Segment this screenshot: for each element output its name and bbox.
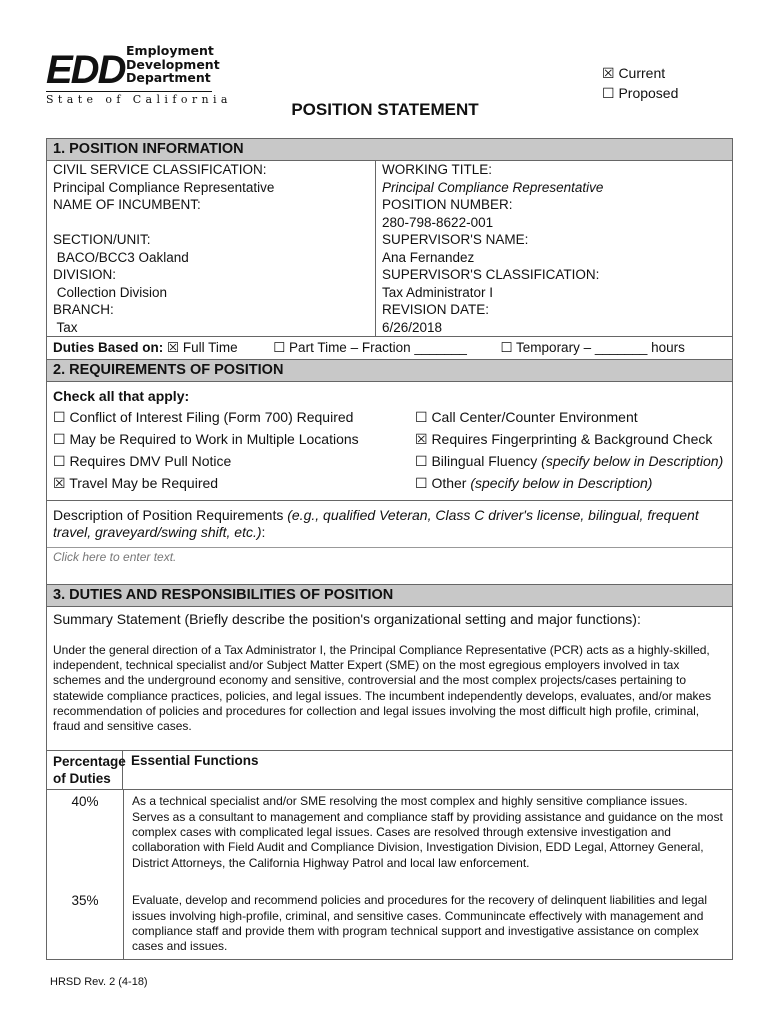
supervisor-label: SUPERVISOR'S NAME: <box>382 232 529 247</box>
supervisor-value[interactable]: Ana Fernandez <box>382 249 475 265</box>
position-form <box>46 138 733 960</box>
branch-value[interactable]: Tax <box>47 319 376 337</box>
status-checkboxes <box>602 63 678 103</box>
position-number-value[interactable]: 280-798-8622-001 <box>382 214 494 230</box>
section-value[interactable]: BACO/BCC3 Oakland <box>47 249 376 267</box>
function-text[interactable]: Evaluate, develop and recommend policies and procedures for the recovery of delinquent liabilities and legal issues involving high-profile, criminal, and sensitive cases. Communincate effectively with management and compliance staff and provide them with program technical support and investigative assistance on complex cases and issues. <box>132 893 708 954</box>
incumbent-label: NAME OF INCUMBENT: <box>47 196 376 214</box>
functions-header <box>47 751 732 790</box>
form-revision-footer: HRSD Rev. 2 (4-18) <box>50 976 148 988</box>
call-center-checkbox[interactable]: ☐ Call Center/Counter Environment <box>415 409 638 425</box>
essential-functions-header: Essential Functions <box>131 753 259 769</box>
bilingual-checkbox[interactable]: ☐ Bilingual Fluency <box>415 453 538 469</box>
section-3-heading: 3. DUTIES AND RESPONSIBILITIES OF POSITION <box>47 584 732 607</box>
civil-service-label: CIVIL SERVICE CLASSIFICATION: <box>47 161 376 179</box>
logo-state-text: State of California <box>46 93 232 106</box>
supervisor-class-value[interactable]: Tax Administrator I <box>382 284 494 300</box>
revision-label: REVISION DATE: <box>382 302 490 317</box>
function-row <box>47 790 732 893</box>
percentage-header: Percentage of Duties <box>47 751 123 789</box>
supervisor-class-label: SUPERVISOR'S CLASSIFICATION: <box>382 267 600 282</box>
conflict-of-interest-checkbox[interactable]: ☐ Conflict of Interest Filing (Form 700) Required <box>53 409 354 425</box>
duties-based-on <box>47 336 732 359</box>
proposed-checkbox[interactable]: ☐ Proposed <box>602 85 679 101</box>
page-title: POSITION STATEMENT <box>291 100 479 119</box>
full-time-checkbox[interactable]: ☒ Full Time <box>167 340 238 355</box>
section-label: SECTION/UNIT: <box>47 231 376 249</box>
summary-label: Summary Statement (Briefly describe the position's organizational setting and major functions): <box>53 611 641 627</box>
requirements-checklist <box>47 382 732 500</box>
working-title-value[interactable]: Principal Compliance Representative <box>382 179 604 195</box>
function-percentage[interactable]: 35% <box>47 893 124 959</box>
multiple-locations-checkbox[interactable]: ☐ May be Required to Work in Multiple Locations <box>53 431 359 447</box>
position-info-grid <box>47 161 732 360</box>
requirements-description-input[interactable]: Click here to enter text. <box>47 547 732 584</box>
function-text[interactable]: As a technical specialist and/or SME resolving the most complex and highly sensitive compliance issues. Serves as a consultant to management and compliance staff by providing assistance and guidance on the most complex cases with complicated legal issues. Cases are resolved through extensive investigation and collaboration with Field Audit and Compliance Division, Investigation Division, EDD Legal, Attorney General, District Attorneys, the California Highway Patrol and local law enforcement. <box>132 794 723 870</box>
travel-checkbox[interactable]: ☒ Travel May be Required <box>53 475 219 491</box>
incumbent-value[interactable] <box>47 214 376 232</box>
part-time-checkbox[interactable]: ☐ Part Time – Fraction _______ <box>273 340 467 355</box>
edd-logo <box>46 43 232 106</box>
desc-label: Description of Position Requirements <box>53 507 288 523</box>
logo-mark: EDD <box>46 48 125 92</box>
temporary-checkbox[interactable]: ☐ Temporary – _______ hours <box>500 340 685 355</box>
duties-label: Duties Based on: <box>53 340 164 355</box>
section-2-heading: 2. REQUIREMENTS OF POSITION <box>47 360 732 382</box>
logo-department-name: Employment Development Department <box>126 43 220 85</box>
position-number-label: POSITION NUMBER: <box>382 197 513 212</box>
working-title-label: WORKING TITLE: <box>382 162 493 177</box>
summary-text[interactable]: Under the general direction of a Tax Administrator I, the Principal Compliance Representative (PCR) acts as a highly-skilled, independent, technical specialist and/or Subject Matter Expert (SME) on the most egregious employers involved in tax schemes and the underground economy and sensitive, controversial and the most complex projects/cases pertaining to statewide compliance practices, policies, and legal issues. The incumbent independently develops, evaluates, and/or makes recommendation of policies and procedures for collection and legal issues involving the most difficult high profile, criminal, fraud and sensitive cases. <box>47 631 732 751</box>
other-checkbox[interactable]: ☐ Other <box>415 475 467 491</box>
desc-examples: (e.g., qualified Veteran, Class C driver's license, bilingual, frequent travel, graveyard/swing shift, etc.) <box>53 507 699 540</box>
division-value[interactable]: Collection Division <box>47 284 376 302</box>
bilingual-note: (specify below in Description) <box>537 453 724 469</box>
fingerprinting-checkbox[interactable]: ☒ Requires Fingerprinting & Background Check <box>415 431 713 447</box>
other-note: (specify below in Description) <box>466 475 653 491</box>
civil-service-value[interactable]: Principal Compliance Representative <box>47 179 376 197</box>
requirements-description: Description of Position Requirements (e.g., qualified Veteran, Class C driver's license, bilingual, frequent travel, graveyard/swing shift, etc.): <box>47 500 732 547</box>
function-row <box>47 893 732 959</box>
check-all-label: Check all that apply: <box>53 388 190 404</box>
division-label: DIVISION: <box>47 266 376 284</box>
revision-value[interactable]: 6/26/2018 <box>382 319 443 335</box>
function-percentage[interactable]: 40% <box>47 790 124 893</box>
dmv-pull-notice-checkbox[interactable]: ☐ Requires DMV Pull Notice <box>53 453 232 469</box>
branch-label: BRANCH: <box>47 301 376 319</box>
current-checkbox[interactable]: ☒ Current <box>602 65 666 81</box>
section-1-heading: 1. POSITION INFORMATION <box>47 139 732 161</box>
